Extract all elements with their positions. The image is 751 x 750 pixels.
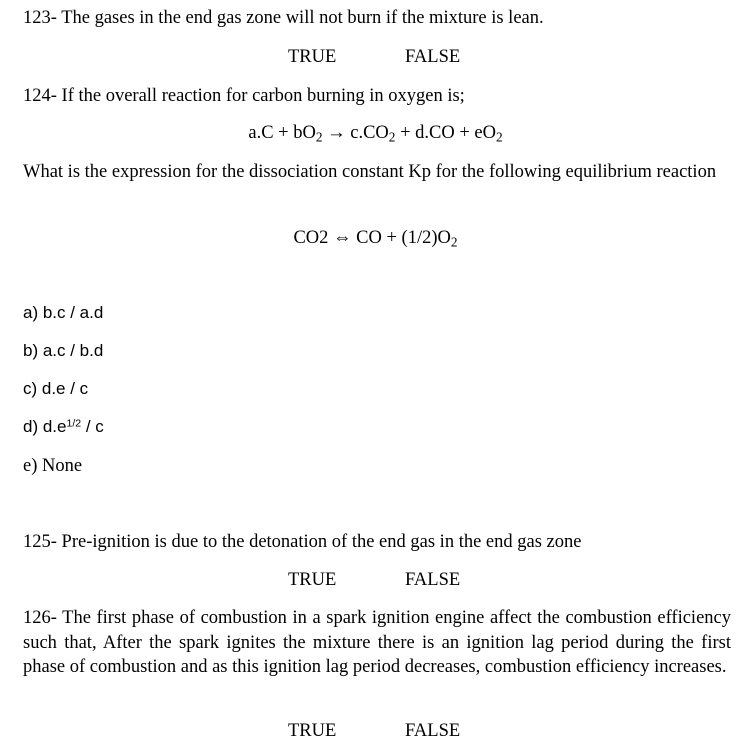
right-arrow-icon: →	[327, 123, 346, 143]
q123-true-option[interactable]: TRUE	[288, 47, 337, 67]
q125-true-option[interactable]: TRUE	[288, 570, 337, 590]
reaction-equation: $a.C + bO_2 \to c.CO_2 + d.CO + eO_2$	[248, 123, 503, 145]
option-b[interactable]: b) a.c / b.d	[23, 341, 104, 360]
option-c[interactable]: c) d.e / c	[23, 379, 89, 398]
q126-false-option[interactable]: FALSE	[405, 721, 461, 741]
q123-false-option[interactable]: FALSE	[405, 47, 461, 67]
question-125-text: 125- Pre-ignition is due to the detonation of the end gas in the end gas zone	[23, 532, 582, 552]
option-e[interactable]: e) None	[23, 456, 83, 476]
option-d[interactable]: d) $d.e^{1/2}$ / c	[23, 417, 104, 436]
question-124-intro: 124- If the overall reaction for carbon burning in oxygen is;	[23, 86, 465, 106]
equilibrium-equation: CO2 ⇔ CO + $(1/2)O_2$	[293, 228, 458, 250]
q126-true-option[interactable]: TRUE	[288, 721, 337, 741]
question-123-text: 123- The gases in the end gas zone will not burn if the mixture is lean.	[23, 8, 544, 28]
question-124-prompt: What is the expression for the dissociation constant Kp for the following equilibrium reaction	[23, 162, 717, 182]
question-126-text: 126- The first phase of combustion in a spark ignition engine affect the combustion efficiency such that, After the spark ignites the mixture there is an ignition lag period during the first phase of combustion and as this ignition lag period decreases, combustion efficiency increases.	[23, 608, 731, 677]
option-a[interactable]: a) b.c / a.d	[23, 303, 104, 322]
q125-false-option[interactable]: FALSE	[405, 570, 461, 590]
double-arrow-icon: ⇔	[333, 228, 352, 248]
